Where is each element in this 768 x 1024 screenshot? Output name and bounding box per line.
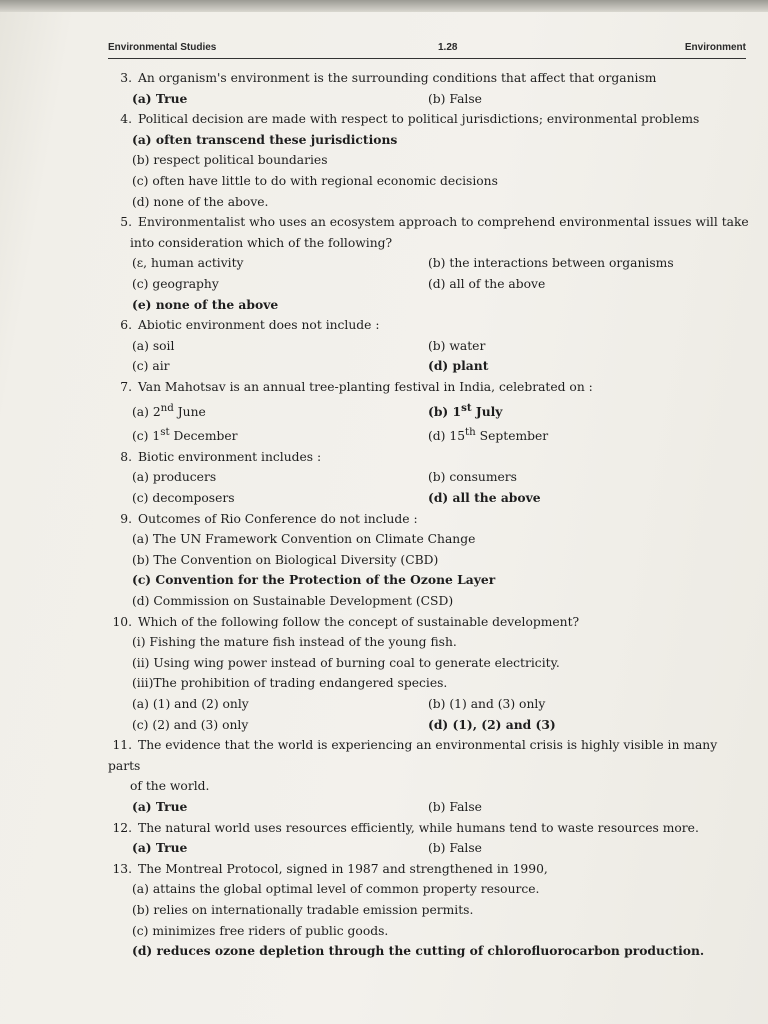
statement-ii: (ii) Using wing power instead of burning coal to generate electricity. — [132, 655, 560, 670]
option-b — [428, 398, 724, 423]
option-d: (d) reduces ozone depletion through the cutting of chlorofluorocarbon production. — [132, 943, 705, 959]
option-d: (d) plant — [428, 358, 489, 374]
page-top-edge — [0, 0, 768, 12]
question-text: The evidence that the world is experiencing an environmental crisis is highly visible in many parts — [108, 738, 718, 773]
option-d-month: September — [475, 429, 549, 444]
question-6 — [108, 315, 750, 377]
option-c: (c) geography — [132, 276, 219, 291]
question-number: 3. — [120, 71, 132, 85]
question-number: 8. — [120, 449, 132, 464]
option-b: (b) False — [428, 841, 482, 856]
option-c: (c) (2) and (3) only — [132, 717, 249, 732]
statement-iii: (iii)The prohibition of trading endangered species. — [132, 676, 448, 691]
question-number: 11. — [112, 738, 132, 753]
option-a-month: June — [173, 404, 206, 419]
option-b: (b) False — [428, 91, 482, 106]
option-d — [428, 422, 724, 447]
option-b: (b) respect political boundaries — [132, 153, 328, 168]
running-header — [108, 40, 746, 58]
option-d: (d) none of the above. — [132, 194, 269, 209]
question-text: Abiotic environment does not include : — [138, 318, 380, 333]
header-page-number: 1.28 — [438, 42, 458, 53]
question-number: 9. — [120, 511, 132, 526]
question-text: Van Mahotsav is an annual tree-planting festival in India, celebrated on : — [138, 379, 593, 394]
option-c-suffix: st — [160, 426, 170, 439]
option-b: (b) The Convention on Biological Diversity (CBD) — [132, 552, 439, 567]
question-number: 6. — [120, 318, 132, 333]
option-c: (c) air — [132, 359, 170, 374]
option-b: (b) (1) and (3) only — [428, 697, 546, 711]
question-number: 7. — [120, 379, 132, 394]
question-text: An organism's environment is the surrounding conditions that affect that organism — [138, 71, 657, 85]
option-d-suffix: th — [465, 426, 476, 439]
option-b: (b) the interactions between organisms — [428, 256, 674, 271]
option-a: (a) producers — [132, 470, 217, 485]
question-number: 4. — [120, 112, 132, 127]
option-a: (ε, human activity — [132, 256, 244, 271]
question-8 — [108, 447, 750, 509]
option-a: (a) attains the global optimal level of common property resource. — [132, 882, 540, 897]
question-text: Which of the following follow the concept of sustainable development? — [138, 614, 580, 629]
option-d: (d) all the above — [428, 490, 541, 506]
option-b-day: (b) 1 — [428, 403, 462, 419]
option-c-month: December — [169, 429, 238, 444]
option-a: (a) often transcend these jurisdictions — [132, 131, 398, 147]
option-c: (c) often have little to do with regional economic decisions — [132, 173, 498, 188]
option-d: (d) (1), (2) and (3) — [428, 716, 556, 732]
option-b: (b) water — [428, 338, 486, 353]
question-list — [108, 68, 750, 962]
option-a-suffix: nd — [160, 401, 174, 414]
question-number: 10. — [112, 614, 132, 629]
option-a: (a) True — [132, 798, 188, 814]
option-e: (e) none of the above — [132, 296, 279, 312]
option-a: (a) The UN Framework Convention on Climate Change — [132, 532, 476, 547]
question-text: Environmentalist who uses an ecosystem approach to comprehend environmental issues will take — [138, 215, 749, 230]
header-chapter: Environment — [684, 42, 746, 53]
question-number: 12. — [112, 820, 132, 835]
option-a: (a) soil — [132, 338, 175, 353]
question-text: The Montreal Protocol, signed in 1987 and strengthened in 1990, — [138, 861, 548, 876]
question-text: Outcomes of Rio Conference do not include : — [138, 511, 418, 526]
option-b: (b) relies on internationally tradable emission permits. — [132, 902, 474, 917]
question-text-continued: into consideration which of the following? — [130, 235, 393, 250]
option-c — [132, 422, 428, 447]
question-number: 5. — [120, 215, 132, 230]
question-text: Biotic environment includes : — [138, 449, 322, 464]
header-subject: Environmental Studies — [108, 42, 217, 53]
option-a: (a) (1) and (2) only — [132, 697, 249, 711]
option-b: (b) False — [428, 799, 482, 814]
option-b-suffix: st — [461, 401, 472, 414]
question-10 — [108, 612, 750, 736]
option-d: (d) all of the above — [428, 276, 546, 291]
question-7 — [108, 377, 750, 447]
header-rule — [108, 58, 746, 59]
option-c: (c) minimizes free riders of public goods. — [132, 923, 389, 938]
question-5 — [108, 212, 750, 315]
question-3 — [108, 68, 750, 109]
option-a-day: (a) 2 — [132, 404, 161, 419]
question-13 — [108, 859, 750, 962]
option-c: (c) Convention for the Protection of the Ozone Layer — [132, 572, 496, 588]
question-12 — [108, 818, 750, 859]
question-4 — [108, 109, 750, 212]
option-c: (c) decomposers — [132, 491, 235, 506]
option-c-day: (c) 1 — [132, 429, 161, 444]
option-a: (a) True — [132, 90, 188, 106]
option-d: (d) Commission on Sustainable Development (CSD) — [132, 594, 454, 609]
question-9 — [108, 509, 750, 612]
option-a — [132, 398, 428, 423]
question-number: 13. — [112, 861, 132, 876]
question-11 — [108, 735, 750, 817]
option-b-month: July — [471, 403, 503, 419]
option-b: (b) consumers — [428, 470, 517, 485]
option-d-day: (d) 15 — [428, 429, 466, 444]
question-text: Political decision are made with respect to political jurisdictions; environmental problems — [138, 112, 700, 127]
statement-i: (i) Fishing the mature fish instead of the young fish. — [132, 635, 457, 650]
question-text: The natural world uses resources efficiently, while humans tend to waste resources more. — [138, 820, 699, 835]
option-a: (a) True — [132, 840, 188, 856]
question-text-continued: of the world. — [130, 779, 210, 794]
